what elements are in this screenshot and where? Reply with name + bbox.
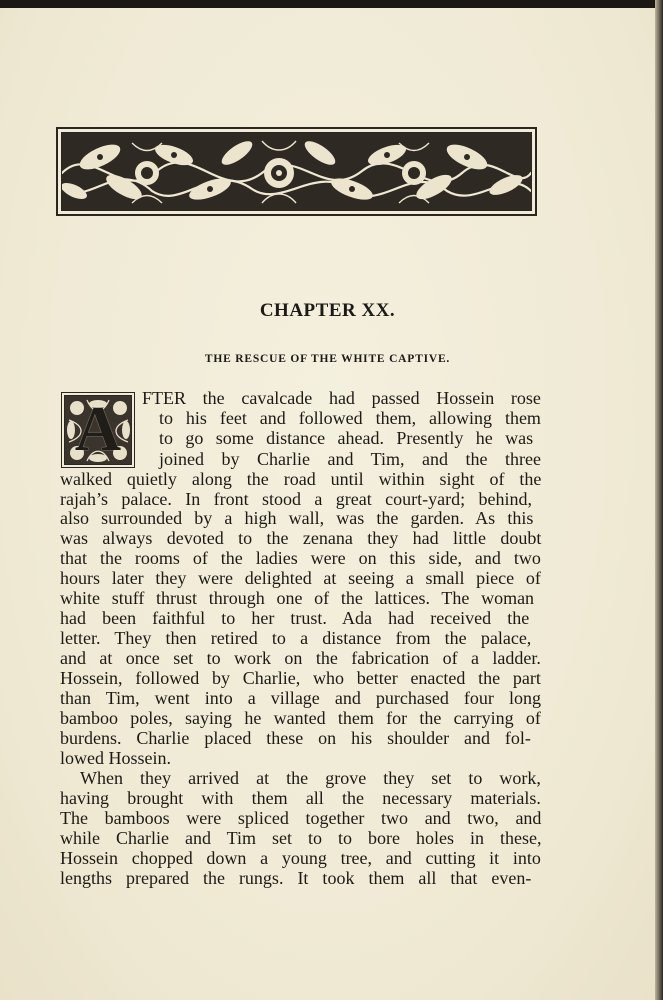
text-line-14: and at once set to work on the fabrication of a ladder. xyxy=(60,648,541,668)
text-line-17: bamboo poles, saying he wanted them for the carrying of xyxy=(60,708,541,728)
text-line-12: had been faithful to her trust. Ada had received the xyxy=(60,608,530,628)
text-line-4: joined by Charlie and Tim, and the three xyxy=(159,449,541,469)
chapter-title: CHAPTER XX. xyxy=(259,300,396,321)
chapter-subtitle: THE RESCUE OF THE WHITE CAPTIVE. xyxy=(204,353,451,365)
text-line-6: rajah’s palace. In front stood a great court-yard; behind, xyxy=(60,489,532,509)
text-line-10: hours later they were delighted at seeing a small piece of xyxy=(60,568,541,588)
text-line-2: to his feet and followed them, allowing them xyxy=(159,408,541,428)
text-line-19: lowed Hossein. xyxy=(60,748,171,768)
text-line-18: burdens. Charlie placed these on his shoulder and fol- xyxy=(60,728,531,748)
text-line-7: also surrounded by a high wall, was the garden. As this xyxy=(60,508,534,528)
text-line-23: while Charlie and Tim set to to bore holes in these, xyxy=(60,828,542,848)
text-line-1: FTER the cavalcade had passed Hossein rose xyxy=(142,388,541,408)
text-line-25: lengths prepared the rungs. It took them all that even- xyxy=(60,868,532,888)
text-line-11: white stuff thrust through one of the lattices. The woman xyxy=(60,588,535,608)
drop-cap-initial xyxy=(61,392,135,468)
text-line-16: than Tim, went into a village and purchased four long xyxy=(60,688,541,708)
ornamental-headpiece xyxy=(56,127,537,216)
drop-cap-letter: A xyxy=(74,395,122,464)
floral-ornament xyxy=(62,133,531,210)
text-line-5: walked quietly along the road until within sight of the xyxy=(60,469,542,489)
text-line-22: The bamboos were spliced together two and two, and xyxy=(60,808,542,828)
text-line-8: was always devoted to the zenana they had little doubt xyxy=(60,528,542,548)
text-line-21: having brought with them all the necessary materials. xyxy=(60,788,541,808)
text-line-9: that the rooms of the ladies were on this side, and two xyxy=(60,548,541,568)
text-line-3: to go some distance ahead. Presently he was xyxy=(159,428,534,448)
text-line-13: letter. They then retired to a distance from the palace, xyxy=(60,628,532,648)
text-line-15: Hossein, followed by Charlie, who better enacted the part xyxy=(60,668,541,688)
book-page xyxy=(0,8,655,1000)
text-line-24: Hossein chopped down a young tree, and cutting it into xyxy=(60,848,541,868)
text-line-20: When they arrived at the grove they set to work, xyxy=(80,768,541,788)
page-edge-shadow xyxy=(655,0,663,1000)
